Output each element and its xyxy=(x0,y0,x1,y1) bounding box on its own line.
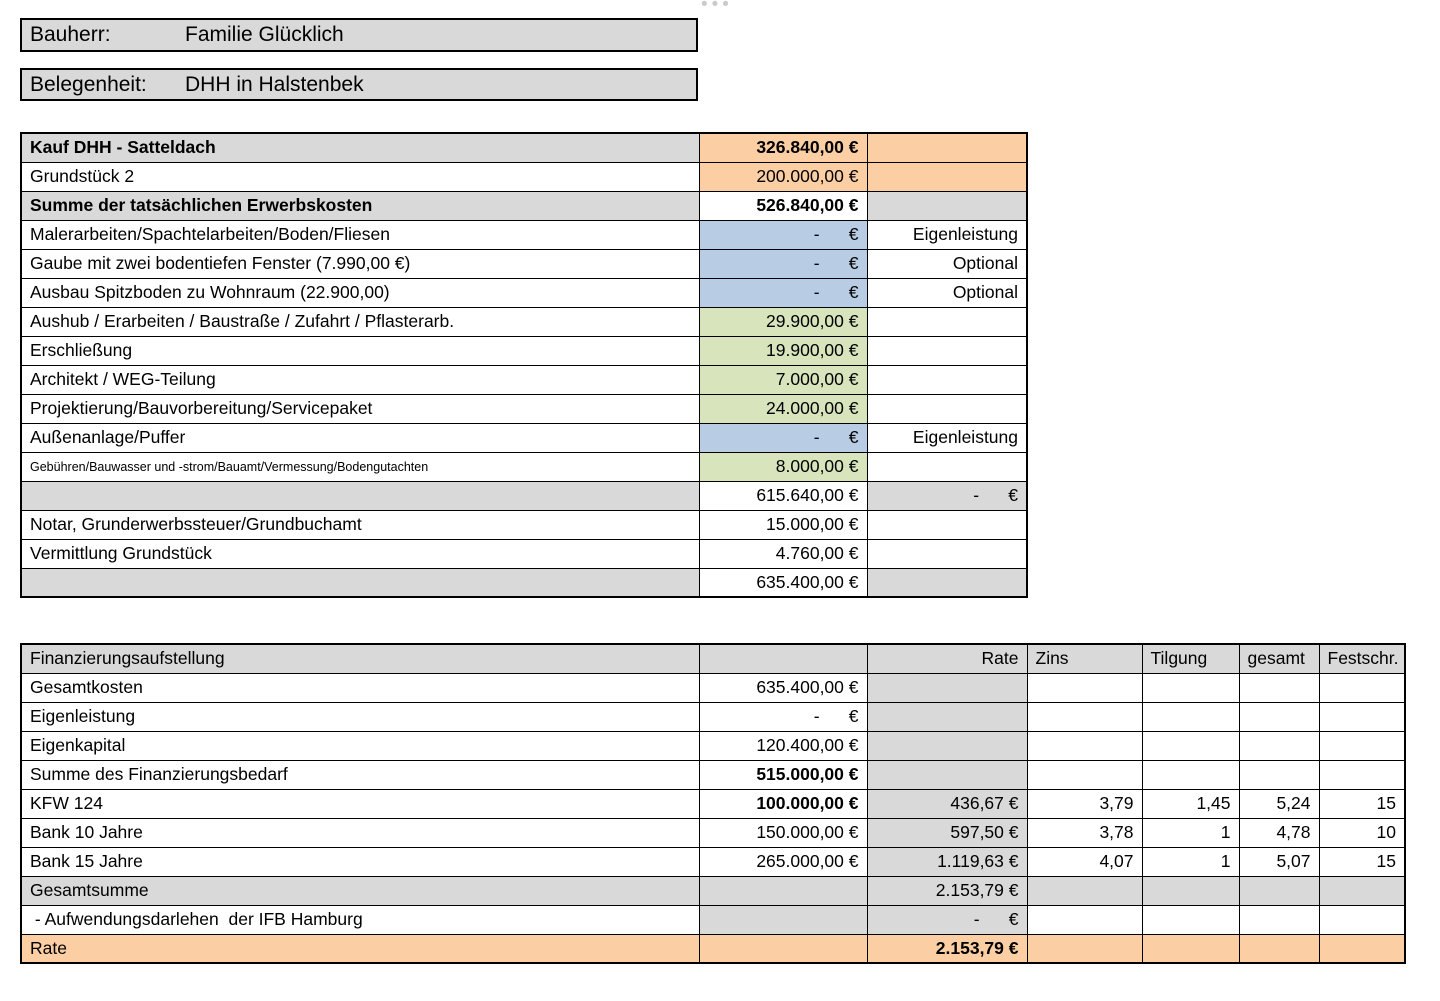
table-row xyxy=(21,336,1027,365)
fin-zins-cell xyxy=(1027,731,1142,760)
table-row xyxy=(21,539,1027,568)
cost-value-cell: - € xyxy=(699,423,867,452)
fin-label-cell: KFW 124 xyxy=(21,789,699,818)
fin-rate-header: Rate xyxy=(867,644,1027,673)
cost-note-cell: - € xyxy=(867,481,1027,510)
fin-tilgung-cell xyxy=(1142,673,1239,702)
fin-festschr-cell xyxy=(1319,673,1405,702)
table-row xyxy=(21,789,1405,818)
fin-rate-cell xyxy=(867,702,1027,731)
cost-label-cell: Gaube mit zwei bodentiefen Fenster (7.990,00 €) xyxy=(21,249,699,278)
fin-amount-cell: 150.000,00 € xyxy=(699,818,867,847)
fin-amount-cell: 515.000,00 € xyxy=(699,760,867,789)
fin-festschr-cell xyxy=(1319,876,1405,905)
fin-amount-cell xyxy=(699,876,867,905)
cost-note-cell: Optional xyxy=(867,249,1027,278)
fin-festschr-cell xyxy=(1319,905,1405,934)
cost-note-cell xyxy=(867,539,1027,568)
table-row xyxy=(21,760,1405,789)
table-row xyxy=(21,481,1027,510)
fin-gesamt-cell xyxy=(1239,702,1319,731)
fin-zins-header: Zins xyxy=(1027,644,1142,673)
table-row xyxy=(21,220,1027,249)
cost-value-cell: 4.760,00 € xyxy=(699,539,867,568)
financing-table xyxy=(20,643,1406,964)
table-row xyxy=(21,452,1027,481)
cost-value-cell: - € xyxy=(699,249,867,278)
fin-tilgung-cell xyxy=(1142,876,1239,905)
fin-tilgung-cell: 1 xyxy=(1142,847,1239,876)
cost-label-cell: Vermittlung Grundstück xyxy=(21,539,699,568)
fin-rate-cell: 436,67 € xyxy=(867,789,1027,818)
cost-label-cell: Aushub / Erarbeiten / Baustraße / Zufahrt / Pflasterarb. xyxy=(21,307,699,336)
cost-value-cell: 7.000,00 € xyxy=(699,365,867,394)
cost-label-cell: Gebühren/Bauwasser und -strom/Bauamt/Vermessung/Bodengutachten xyxy=(21,452,699,481)
table-row xyxy=(21,818,1405,847)
fin-gesamt-cell xyxy=(1239,760,1319,789)
fin-zins-cell: 4,07 xyxy=(1027,847,1142,876)
table-row xyxy=(21,133,1027,162)
table-row xyxy=(21,365,1027,394)
table-row xyxy=(21,249,1027,278)
fin-zins-cell xyxy=(1027,673,1142,702)
fin-gesamt-cell xyxy=(1239,731,1319,760)
cost-note-cell xyxy=(867,307,1027,336)
fin-tilgung-cell: 1 xyxy=(1142,818,1239,847)
fin-tilgung-cell: 1,45 xyxy=(1142,789,1239,818)
cost-value-cell: 24.000,00 € xyxy=(699,394,867,423)
fin-festschr-cell: 15 xyxy=(1319,847,1405,876)
cost-value-cell: 526.840,00 € xyxy=(699,191,867,220)
cost-label-cell: Grundstück 2 xyxy=(21,162,699,191)
table-row xyxy=(21,731,1405,760)
belegenheit-value: DHH in Halstenbek xyxy=(185,72,364,96)
fin-gesamt-cell: 5,07 xyxy=(1239,847,1319,876)
cost-label-cell: Notar, Grunderwerbssteuer/Grundbuchamt xyxy=(21,510,699,539)
fin-rate-cell: 2.153,79 € xyxy=(867,934,1027,963)
cost-value-cell: 29.900,00 € xyxy=(699,307,867,336)
cost-note-cell: Optional xyxy=(867,278,1027,307)
cost-label-cell: Summe der tatsächlichen Erwerbskosten xyxy=(21,191,699,220)
fin-rate-cell: 1.119,63 € xyxy=(867,847,1027,876)
fin-festschr-cell xyxy=(1319,760,1405,789)
fin-festschr-cell: 15 xyxy=(1319,789,1405,818)
fin-gesamt-cell xyxy=(1239,905,1319,934)
table-row xyxy=(21,510,1027,539)
cost-value-cell: 19.900,00 € xyxy=(699,336,867,365)
table-row xyxy=(21,905,1405,934)
cost-note-cell xyxy=(867,336,1027,365)
fin-zins-cell: 3,79 xyxy=(1027,789,1142,818)
table-row xyxy=(21,934,1405,963)
cost-label-cell: Projektierung/Bauvorbereitung/Servicepaket xyxy=(21,394,699,423)
table-row xyxy=(21,191,1027,220)
fin-gesamt-cell: 5,24 xyxy=(1239,789,1319,818)
table-row xyxy=(21,307,1027,336)
cost-label-cell: Ausbau Spitzboden zu Wohnraum (22.900,00) xyxy=(21,278,699,307)
fin-label-cell: Bank 10 Jahre xyxy=(21,818,699,847)
fin-rate-cell xyxy=(867,731,1027,760)
belegenheit-box xyxy=(20,68,698,101)
fin-label-cell: Rate xyxy=(21,934,699,963)
fin-title-header: Finanzierungsaufstellung xyxy=(21,644,699,673)
fin-zins-cell xyxy=(1027,934,1142,963)
fin-tilgung-cell xyxy=(1142,760,1239,789)
fin-gesamt-cell xyxy=(1239,673,1319,702)
cost-note-cell xyxy=(867,510,1027,539)
fin-tilgung-cell xyxy=(1142,702,1239,731)
cost-table xyxy=(20,132,1028,598)
fin-rate-cell: - € xyxy=(867,905,1027,934)
window-dots: ••• xyxy=(701,0,733,15)
cost-value-cell: 15.000,00 € xyxy=(699,510,867,539)
bauherr-value: Familie Glücklich xyxy=(185,23,344,46)
fin-amount-cell: 265.000,00 € xyxy=(699,847,867,876)
bauherr-label: Bauherr: xyxy=(30,23,111,46)
fin-festschr-cell xyxy=(1319,934,1405,963)
fin-rate-cell: 2.153,79 € xyxy=(867,876,1027,905)
fin-festschr-header: Festschr. xyxy=(1319,644,1405,673)
fin-amount-cell: 100.000,00 € xyxy=(699,789,867,818)
cost-value-cell: 8.000,00 € xyxy=(699,452,867,481)
cost-value-cell: 635.400,00 € xyxy=(699,568,867,597)
table-row xyxy=(21,702,1405,731)
fin-festschr-cell: 10 xyxy=(1319,818,1405,847)
fin-rate-cell: 597,50 € xyxy=(867,818,1027,847)
fin-label-cell: Eigenleistung xyxy=(21,702,699,731)
fin-amount-cell: - € xyxy=(699,702,867,731)
cost-note-cell xyxy=(867,452,1027,481)
cost-value-cell: - € xyxy=(699,278,867,307)
cost-note-cell: Eigenleistung xyxy=(867,423,1027,452)
cost-note-cell xyxy=(867,365,1027,394)
fin-amount-cell xyxy=(699,934,867,963)
fin-zins-cell xyxy=(1027,702,1142,731)
fin-tilgung-cell xyxy=(1142,731,1239,760)
table-row xyxy=(21,876,1405,905)
fin-amount-cell: 635.400,00 € xyxy=(699,673,867,702)
belegenheit-label: Belegenheit: xyxy=(30,72,147,96)
cost-label-cell: Außenanlage/Puffer xyxy=(21,423,699,452)
cost-value-cell: 326.840,00 € xyxy=(699,133,867,162)
cost-note-cell xyxy=(867,394,1027,423)
table-row xyxy=(21,568,1027,597)
cost-value-cell: 200.000,00 € xyxy=(699,162,867,191)
cost-note-cell: Eigenleistung xyxy=(867,220,1027,249)
fin-gesamt-cell: 4,78 xyxy=(1239,818,1319,847)
table-row xyxy=(21,278,1027,307)
fin-tilgung-cell xyxy=(1142,934,1239,963)
cost-label-cell: Erschließung xyxy=(21,336,699,365)
cost-value-cell: 615.640,00 € xyxy=(699,481,867,510)
cost-label-cell: Architekt / WEG-Teilung xyxy=(21,365,699,394)
fin-label-cell: Gesamtkosten xyxy=(21,673,699,702)
fin-tilgung-cell xyxy=(1142,905,1239,934)
bauherr-box xyxy=(20,18,698,52)
fin-amount-cell: 120.400,00 € xyxy=(699,731,867,760)
fin-zins-cell: 3,78 xyxy=(1027,818,1142,847)
fin-label-cell: Summe des Finanzierungsbedarf xyxy=(21,760,699,789)
fin-label-cell: - Aufwendungsdarlehen der IFB Hamburg xyxy=(21,905,699,934)
table-row xyxy=(21,394,1027,423)
cost-note-cell xyxy=(867,568,1027,597)
table-row xyxy=(21,162,1027,191)
table-row xyxy=(21,423,1027,452)
fin-festschr-cell xyxy=(1319,702,1405,731)
fin-festschr-cell xyxy=(1319,731,1405,760)
fin-zins-cell xyxy=(1027,905,1142,934)
fin-zins-cell xyxy=(1027,876,1142,905)
fin-rate-cell xyxy=(867,673,1027,702)
fin-amount-cell xyxy=(699,905,867,934)
fin-label-cell: Gesamtsumme xyxy=(21,876,699,905)
fin-gesamt-header: gesamt xyxy=(1239,644,1319,673)
fin-amount-header xyxy=(699,644,867,673)
cost-note-cell xyxy=(867,191,1027,220)
fin-label-cell: Eigenkapital xyxy=(21,731,699,760)
table-row xyxy=(21,847,1405,876)
fin-gesamt-cell xyxy=(1239,934,1319,963)
cost-note-cell xyxy=(867,133,1027,162)
fin-tilgung-header: Tilgung xyxy=(1142,644,1239,673)
cost-note-cell xyxy=(867,162,1027,191)
cost-label-cell: Kauf DHH - Satteldach xyxy=(21,133,699,162)
fin-label-cell: Bank 15 Jahre xyxy=(21,847,699,876)
table-row xyxy=(21,673,1405,702)
fin-zins-cell xyxy=(1027,760,1142,789)
cost-label-cell xyxy=(21,568,699,597)
cost-label-cell: Malerarbeiten/Spachtelarbeiten/Boden/Fliesen xyxy=(21,220,699,249)
fin-rate-cell xyxy=(867,760,1027,789)
cost-label-cell xyxy=(21,481,699,510)
cost-value-cell: - € xyxy=(699,220,867,249)
fin-gesamt-cell xyxy=(1239,876,1319,905)
table-header-row xyxy=(21,644,1405,673)
